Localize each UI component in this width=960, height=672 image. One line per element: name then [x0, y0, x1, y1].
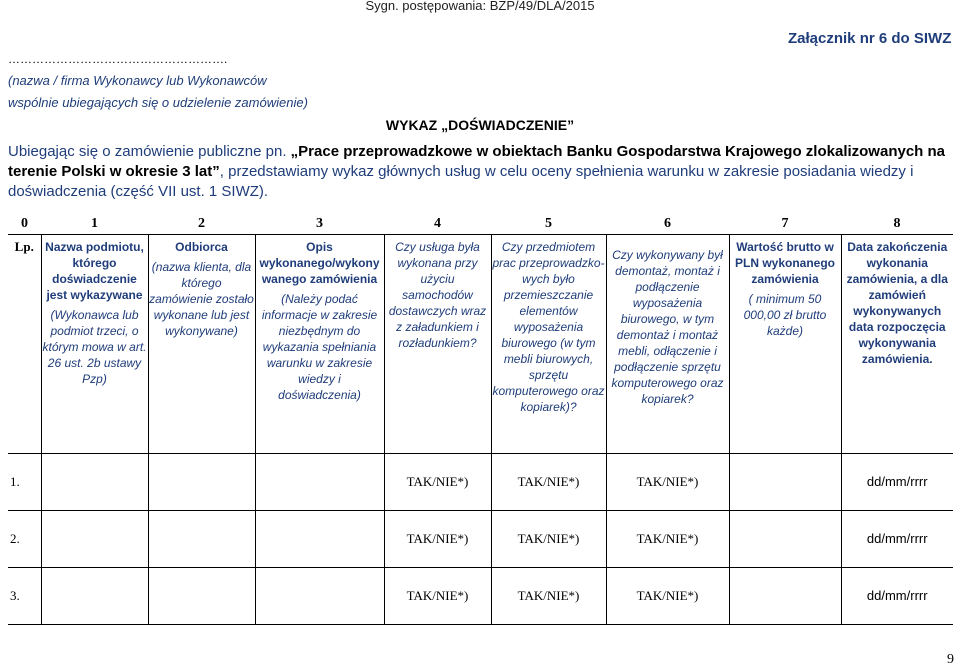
contractor-caption-line2: wspólnie ubiegających się o udzielenie zamówienie)	[8, 95, 308, 110]
table-row	[8, 511, 953, 568]
header-value-title: Wartość brutto w PLN wykonanego zamówienia	[734, 240, 835, 286]
row-vehicles-answer[interactable]: TAK/NIE*)	[384, 454, 491, 511]
header-date-title: Data zakończenia wykonania zamówienia, a dla zamówień wykonywanych data rozpoczęcia wykonywania zamówienia.	[846, 240, 948, 366]
header-equipment-text: Czy przedmiotem prac przeprowadzko-wych było przemieszczanie elementów wyposażenia biurowego (w tym mebli biurowych, sprzętu komputerowego oraz kopiarek)?	[492, 240, 605, 414]
header-vehicles-text: Czy usługa była wykonana przy użyciu samochodów dostawczych wraz z załadunkiem i rozładunkiem?	[388, 240, 487, 350]
row-entity-cell[interactable]	[41, 454, 148, 511]
reference-number: Sygn. postępowania: BZP/49/DLA/2015	[365, 0, 595, 13]
column-number: 4	[384, 214, 491, 235]
column-number: 8	[841, 214, 953, 235]
intro-text-2: , przedstawiamy wykaz głównych usług w celu oceny spełnienia warunku w zakresie posiadania wiedzy i doświadczenia (część VII ust. 1 SIWZ).	[8, 163, 914, 200]
column-number: 5	[491, 214, 606, 235]
header-recipient	[148, 235, 255, 454]
header-recipient-title: Odbiorca	[175, 240, 228, 254]
row-equipment-answer[interactable]: TAK/NIE*)	[491, 568, 606, 625]
header-vehicles-question	[384, 235, 491, 454]
row-assembly-answer[interactable]: TAK/NIE*)	[606, 454, 729, 511]
experience-table	[8, 214, 953, 625]
contractor-dots: ……………………………………………….	[8, 52, 228, 66]
row-entity-cell[interactable]	[41, 511, 148, 568]
row-value-cell[interactable]	[729, 454, 841, 511]
header-date	[841, 235, 953, 454]
table-row	[8, 454, 953, 511]
intro-text-1: Ubiegając się o zamówienie publiczne pn.	[8, 143, 291, 160]
header-entity-title: Nazwa podmiotu, którego doświadczenie jest wykazywane	[45, 240, 144, 302]
header-entity-note: (Wykonawca lub podmiot trzeci, o którym mowa w art. 26 ust. 2b ustawy Pzp)	[42, 308, 147, 386]
column-number: 6	[606, 214, 729, 235]
row-description-cell[interactable]	[255, 568, 384, 625]
column-number-row	[8, 214, 953, 235]
header-description-note: (Należy podać informacje w zakresie niezbędnym do wykazania spełniania warunku w zakresie wiedzy i doświadczenia)	[261, 292, 378, 402]
header-row	[8, 235, 953, 454]
row-equipment-answer[interactable]: TAK/NIE*)	[491, 511, 606, 568]
row-recipient-cell[interactable]	[148, 568, 255, 625]
header-equipment-question	[491, 235, 606, 454]
intro-paragraph	[8, 142, 954, 202]
row-description-cell[interactable]	[255, 511, 384, 568]
row-value-cell[interactable]	[729, 511, 841, 568]
column-number: 1	[41, 214, 148, 235]
row-lp: 2.	[8, 511, 41, 568]
row-entity-cell[interactable]	[41, 568, 148, 625]
header-assembly-text: Czy wykonywany był demontaż, montaż i podłączenie wyposażenia biurowego, w tym demontaż i montaż mebli, odłączenie i podłączenie sprzętu komputerowego oraz kopiarek?	[611, 248, 724, 406]
table-row	[8, 568, 953, 625]
column-number: 3	[255, 214, 384, 235]
header-value	[729, 235, 841, 454]
header-entity	[41, 235, 148, 454]
row-recipient-cell[interactable]	[148, 511, 255, 568]
row-date[interactable]: dd/mm/rrrr	[841, 511, 953, 568]
header-description-title: Opis wykonanego/wykony wanego zamówienia	[259, 240, 380, 286]
column-number: 0	[8, 214, 41, 235]
page-number: 9	[947, 652, 954, 667]
row-vehicles-answer[interactable]: TAK/NIE*)	[384, 568, 491, 625]
row-date[interactable]: dd/mm/rrrr	[841, 454, 953, 511]
row-vehicles-answer[interactable]: TAK/NIE*)	[384, 511, 491, 568]
column-number: 7	[729, 214, 841, 235]
row-lp: 1.	[8, 454, 41, 511]
row-assembly-answer[interactable]: TAK/NIE*)	[606, 511, 729, 568]
row-value-cell[interactable]	[729, 568, 841, 625]
row-lp: 3.	[8, 568, 41, 625]
row-description-cell[interactable]	[255, 454, 384, 511]
row-recipient-cell[interactable]	[148, 454, 255, 511]
header-description	[255, 235, 384, 454]
column-number: 2	[148, 214, 255, 235]
header-assembly-question	[606, 235, 729, 454]
intro-project-name: „Prace przeprowadzkowe w obiektach Banku Gospodarstwa Krajowego zlokalizowanych na terenie Polski w okresie 3 lat”	[8, 143, 946, 180]
header-recipient-note: (nazwa klienta, dla którego zamówienie zostało wykonane lub jest wykonywane)	[149, 260, 254, 338]
header-lp: Lp.	[8, 235, 41, 454]
document-title: WYKAZ „DOŚWIADCZENIE”	[385, 117, 575, 133]
row-assembly-answer[interactable]: TAK/NIE*)	[606, 568, 729, 625]
contractor-caption-line1: (nazwa / firma Wykonawcy lub Wykonawców	[8, 73, 267, 88]
annex-label: Załącznik nr 6 do SIWZ	[788, 30, 952, 47]
header-value-note: ( minimum 50 000,00 zł brutto każde)	[743, 292, 827, 338]
row-equipment-answer[interactable]: TAK/NIE*)	[491, 454, 606, 511]
row-date[interactable]: dd/mm/rrrr	[841, 568, 953, 625]
